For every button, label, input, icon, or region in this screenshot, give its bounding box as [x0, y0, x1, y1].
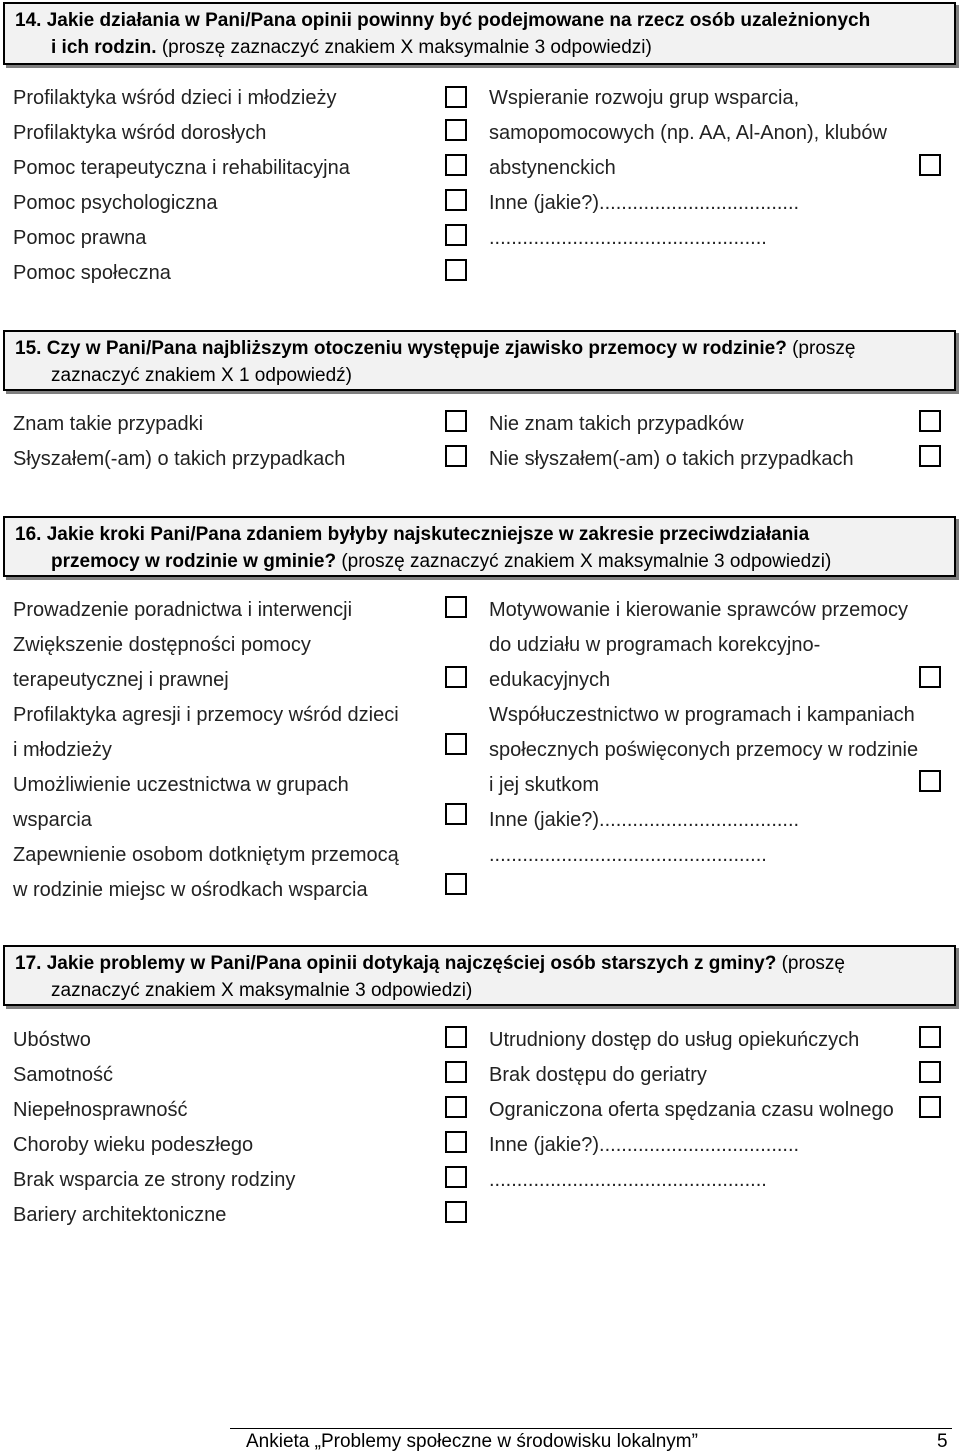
q16-option-text: i jej skutkom [489, 774, 600, 796]
q14-option-text: Pomoc terapeutyczna i rehabilitacyjna [13, 157, 350, 179]
q16-option-text: terapeutycznej i prawnej [13, 669, 229, 691]
q17-checkbox[interactable] [919, 1096, 941, 1118]
q14-option-text: abstynenckich [489, 157, 616, 179]
q17-other-field[interactable]: Inne (jakie?).................................... [489, 1134, 800, 1156]
q16-option-text: Profilaktyka agresji i przemocy wśród dzieci [13, 704, 399, 726]
q16-option-text: w rodzinie miejsc w ośrodkach wsparcia [13, 879, 368, 901]
question-15-header [3, 330, 956, 391]
footer-rule [230, 1428, 952, 1429]
q17-option-text: Bariery architektoniczne [13, 1204, 227, 1226]
page-number: 5 [937, 1431, 948, 1452]
q17-checkbox[interactable] [919, 1061, 941, 1083]
q17-instruction-cont: zaznaczyć znakiem X maksymalnie 3 odpowiedzi) [51, 980, 473, 1001]
q16-checkbox[interactable] [445, 803, 467, 825]
q15-instruction: (proszę [786, 338, 856, 359]
q15-checkbox[interactable] [445, 445, 467, 467]
q17-checkbox[interactable] [445, 1201, 467, 1223]
q17-other-field[interactable]: .................................................. [489, 1169, 767, 1191]
q14-option-text: samopomocowych (np. AA, Al-Anon), klubów [489, 122, 887, 144]
q17-option-text: Ubóstwo [13, 1029, 91, 1051]
q14-option-text: Pomoc prawna [13, 227, 147, 249]
q14-checkbox[interactable] [445, 224, 467, 246]
q17-option-text: Ograniczona oferta spędzania czasu wolnego [489, 1099, 894, 1121]
q15-instruction-cont: zaznaczyć znakiem X 1 odpowiedź) [51, 365, 352, 386]
q15-option-text: Nie słyszałem(-am) o takich przypadkach [489, 448, 854, 470]
q17-option-text: Brak dostępu do geriatry [489, 1064, 707, 1086]
q16-option-text: wsparcia [13, 809, 92, 831]
q16-option-text: do udziału w programach korekcyjno- [489, 634, 821, 656]
q16-checkbox[interactable] [445, 596, 467, 618]
q16-title: 16. Jakie kroki Pani/Pana zdaniem byłyby najskuteczniejsze w zakresie przeciwdziałania [15, 524, 810, 545]
q14-instruction: (proszę zaznaczyć znakiem X maksymalnie 3 odpowiedzi) [156, 37, 652, 58]
q16-instruction: (proszę zaznaczyć znakiem X maksymalnie 3 odpowiedzi) [336, 551, 832, 572]
q14-other-field[interactable]: Inne (jakie?).................................... [489, 192, 800, 214]
q14-checkbox[interactable] [445, 189, 467, 211]
q16-option-text: i młodzieży [13, 739, 112, 761]
q16-option-text: Prowadzenie poradnictwa i interwencji [13, 599, 353, 621]
q16-option-text: Współuczestnictwo w programach i kampaniach [489, 704, 915, 726]
q16-option-text: edukacyjnych [489, 669, 611, 691]
q15-option-text: Znam takie przypadki [13, 413, 204, 435]
q15-checkbox[interactable] [919, 410, 941, 432]
q16-option-text: społecznych poświęconych przemocy w rodzinie [489, 739, 919, 761]
q16-checkbox[interactable] [445, 733, 467, 755]
q17-option-text: Utrudniony dostęp do usług opiekuńczych [489, 1029, 860, 1051]
q14-title: 14. Jakie działania w Pani/Pana opinii powinny być podejmowane na rzecz osób uzależnionych [15, 10, 871, 31]
footer-title: Ankieta „Problemy społeczne w środowisku lokalnym” [246, 1431, 698, 1452]
q14-option-text: Pomoc społeczna [13, 262, 171, 284]
q17-checkbox[interactable] [445, 1131, 467, 1153]
q16-title-cont: przemocy w rodzinie w gminie? [51, 551, 337, 572]
q16-checkbox[interactable] [445, 666, 467, 688]
q17-checkbox[interactable] [445, 1166, 467, 1188]
page-footer [0, 1428, 960, 1455]
q14-checkbox[interactable] [445, 259, 467, 281]
q16-checkbox[interactable] [919, 666, 941, 688]
q17-option-text: Niepełnosprawność [13, 1099, 188, 1121]
q14-checkbox[interactable] [919, 154, 941, 176]
q14-option-text: Profilaktyka wśród dorosłych [13, 122, 267, 144]
q17-option-text: Choroby wieku podeszłego [13, 1134, 254, 1156]
q17-option-text: Samotność [13, 1064, 114, 1086]
q15-title: 15. Czy w Pani/Pana najbliższym otoczeniu występuje zjawisko przemocy w rodzinie? [15, 338, 787, 359]
q17-title: 17. Jakie problemy w Pani/Pana opinii dotykają najczęściej osób starszych z gminy? [15, 953, 777, 974]
q14-option-text: Pomoc psychologiczna [13, 192, 218, 214]
q17-checkbox[interactable] [445, 1026, 467, 1048]
q17-instruction: (proszę [776, 953, 845, 974]
q14-option-text: Wspieranie rozwoju grup wsparcia, [489, 87, 800, 109]
q17-checkbox[interactable] [919, 1026, 941, 1048]
q14-other-field[interactable]: .................................................. [489, 227, 767, 249]
q14-checkbox[interactable] [445, 154, 467, 176]
q15-checkbox[interactable] [445, 410, 467, 432]
q16-checkbox[interactable] [919, 770, 941, 792]
q16-other-field[interactable]: Inne (jakie?).................................... [489, 809, 800, 831]
q16-checkbox[interactable] [445, 873, 467, 895]
q15-option-text: Słyszałem(-am) o takich przypadkach [13, 448, 346, 470]
question-17-header [3, 945, 956, 1006]
q16-option-text: Umożliwienie uczestnictwa w grupach [13, 774, 349, 796]
q14-checkbox[interactable] [445, 86, 467, 108]
q14-checkbox[interactable] [445, 119, 467, 141]
q16-option-text: Zapewnienie osobom dotkniętym przemocą [13, 844, 399, 866]
q14-title-cont: i ich rodzin. [51, 37, 157, 58]
question-14-header [3, 2, 956, 65]
q17-checkbox[interactable] [445, 1096, 467, 1118]
q17-checkbox[interactable] [445, 1061, 467, 1083]
q15-option-text: Nie znam takich przypadków [489, 413, 744, 435]
question-16-header [3, 516, 956, 577]
q16-other-field[interactable]: .................................................. [489, 844, 767, 866]
q17-option-text: Brak wsparcia ze strony rodziny [13, 1169, 296, 1191]
q16-option-text: Zwiększenie dostępności pomocy [13, 634, 311, 656]
q14-option-text: Profilaktyka wśród dzieci i młodzieży [13, 87, 337, 109]
q16-option-text: Motywowanie i kierowanie sprawców przemocy [489, 599, 909, 621]
q15-checkbox[interactable] [919, 445, 941, 467]
